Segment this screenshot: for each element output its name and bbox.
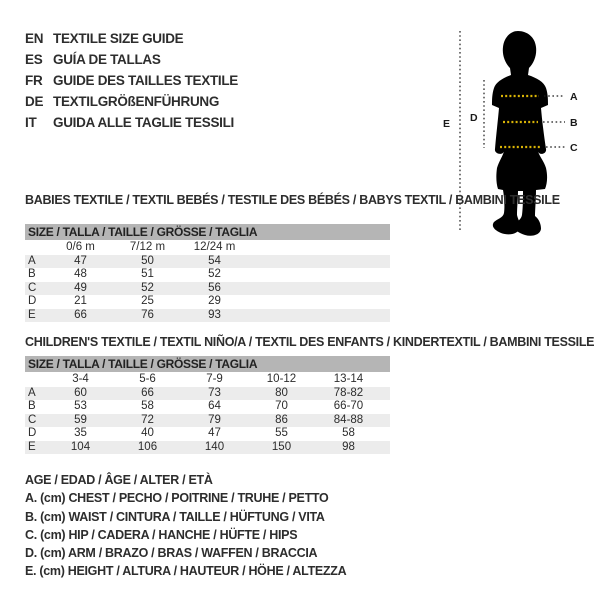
babies-section-title: BABIES TEXTILE / TEXTIL BEBÉS / TESTILE DES BÉBÉS / BABYS TEXTIL / BAMBINI TESSILE — [25, 193, 560, 207]
children-column-header-row — [25, 373, 390, 387]
cell-value: 25 — [141, 295, 154, 307]
lang-row-it — [25, 112, 238, 133]
babies-col-header: 0/6 m — [66, 241, 95, 253]
lang-code: EN — [25, 31, 44, 46]
row-label: D — [28, 427, 37, 439]
cell-value: 64 — [208, 400, 221, 412]
babies-column-header-row — [25, 241, 390, 255]
cell-value: 60 — [74, 386, 87, 399]
row-label: E — [28, 440, 36, 453]
language-list — [25, 28, 238, 133]
cell-value: 79 — [208, 413, 221, 426]
cell-value: 51 — [141, 268, 154, 280]
cell-value: 104 — [70, 440, 91, 453]
cell-value: 66 — [74, 308, 87, 321]
row-label: C — [28, 281, 37, 294]
cell-value: 56 — [208, 281, 221, 294]
legend-arm: D. (cm) ARM / BRAZO / BRAS / WAFFEN / BRACCIA — [25, 546, 318, 561]
cell-value: 52 — [208, 268, 221, 280]
cell-value: 48 — [74, 268, 87, 280]
figure-label-d: D — [470, 112, 478, 124]
lang-label: GUÍA DE TALLAS — [53, 52, 161, 67]
babies-col-header: 7/12 m — [129, 241, 166, 253]
row-label: E — [28, 308, 36, 321]
lang-row-fr — [25, 70, 238, 91]
child-silhouette-figure — [438, 10, 600, 246]
cell-value: 47 — [208, 427, 221, 439]
lang-code: IT — [25, 115, 37, 130]
figure-label-e: E — [443, 118, 451, 130]
cell-value: 66 — [141, 386, 154, 399]
cell-value: 29 — [208, 295, 221, 307]
cell-value: 49 — [74, 281, 87, 294]
table-row — [25, 282, 390, 296]
children-col-header: 5-6 — [139, 373, 156, 385]
cell-value: 52 — [141, 281, 154, 294]
table-row — [25, 414, 390, 428]
cell-value: 84-88 — [333, 413, 364, 426]
cell-value: 98 — [342, 440, 355, 453]
cell-value: 70 — [275, 400, 288, 412]
cell-value: 50 — [141, 254, 154, 267]
cell-value: 58 — [141, 400, 154, 412]
figure-label-c: C — [570, 142, 578, 154]
cell-value: 76 — [141, 308, 154, 321]
cell-value: 21 — [74, 295, 87, 307]
cell-value: 47 — [74, 254, 87, 267]
cell-value: 35 — [74, 427, 87, 439]
cell-value: 72 — [141, 413, 154, 426]
figure-label-a: A — [570, 91, 578, 103]
cell-value: 59 — [74, 413, 87, 426]
lang-label: TEXTILGRÖßENFÜHRUNG — [53, 94, 220, 109]
row-label: B — [28, 268, 36, 280]
figure-label-b: B — [570, 117, 578, 129]
row-label: C — [28, 413, 37, 426]
lang-code: FR — [25, 73, 43, 88]
cell-value: 150 — [271, 440, 292, 453]
children-section-title: CHILDREN'S TEXTILE / TEXTIL NIÑO/A / TEXTIL DES ENFANTS / KINDERTEXTIL / BAMBINI TESSILE — [25, 335, 595, 349]
children-col-header: 7-9 — [206, 373, 223, 385]
children-col-header: 10-12 — [266, 373, 297, 385]
babies-size-header-bar: SIZE / TALLA / TAILLE / GRÖSSE / TAGLIA — [25, 224, 390, 240]
table-row — [25, 441, 390, 455]
measurement-legend — [25, 471, 346, 581]
table-row — [25, 309, 390, 323]
cell-value: 53 — [74, 400, 87, 412]
table-row — [25, 295, 390, 309]
cell-value: 54 — [208, 254, 221, 267]
table-row — [25, 400, 390, 414]
children-size-table — [25, 373, 390, 454]
lang-row-es — [25, 49, 238, 70]
legend-height: E. (cm) HEIGHT / ALTURA / HAUTEUR / HÖHE / ALTEZZA — [25, 564, 347, 579]
cell-value: 86 — [275, 413, 288, 426]
lang-code: ES — [25, 52, 43, 67]
cell-value: 66-70 — [333, 400, 364, 412]
cell-value: 40 — [141, 427, 154, 439]
table-row — [25, 427, 390, 441]
babies-col-header: 12/24 m — [193, 241, 236, 253]
babies-size-table — [25, 241, 390, 322]
lang-label: GUIDE DES TAILLES TEXTILE — [53, 73, 239, 88]
cell-value: 58 — [342, 427, 355, 439]
cell-value: 55 — [275, 427, 288, 439]
legend-age: AGE / EDAD / ÂGE / ALTER / ETÀ — [25, 473, 213, 487]
children-size-header-bar: SIZE / TALLA / TAILLE / GRÖSSE / TAGLIA — [25, 356, 390, 372]
table-row — [25, 255, 390, 269]
lang-label: TEXTILE SIZE GUIDE — [53, 31, 184, 46]
table-row — [25, 268, 390, 282]
children-col-header: 3-4 — [72, 373, 89, 385]
cell-value: 140 — [204, 440, 225, 453]
row-label: A — [28, 254, 36, 267]
lang-label: GUIDA ALLE TAGLIE TESSILI — [53, 115, 234, 130]
children-col-header: 13-14 — [333, 373, 364, 385]
cell-value: 73 — [208, 386, 221, 399]
row-label: D — [28, 295, 37, 307]
legend-chest: A. (cm) CHEST / PECHO / POITRINE / TRUHE / PETTO — [25, 491, 329, 506]
lang-row-en — [25, 28, 238, 49]
lang-code: DE — [25, 94, 44, 109]
legend-waist: B. (cm) WAIST / CINTURA / TAILLE / HÜFTUNG / VITA — [25, 509, 325, 524]
row-label: A — [28, 386, 36, 399]
cell-value: 80 — [275, 386, 288, 399]
cell-value: 93 — [208, 308, 221, 321]
table-row — [25, 387, 390, 401]
lang-row-de — [25, 91, 238, 112]
row-label: B — [28, 400, 36, 412]
cell-value: 106 — [137, 440, 158, 453]
cell-value: 78-82 — [333, 386, 364, 399]
legend-hip: C. (cm) HIP / CADERA / HANCHE / HÜFTE / HIPS — [25, 527, 298, 542]
